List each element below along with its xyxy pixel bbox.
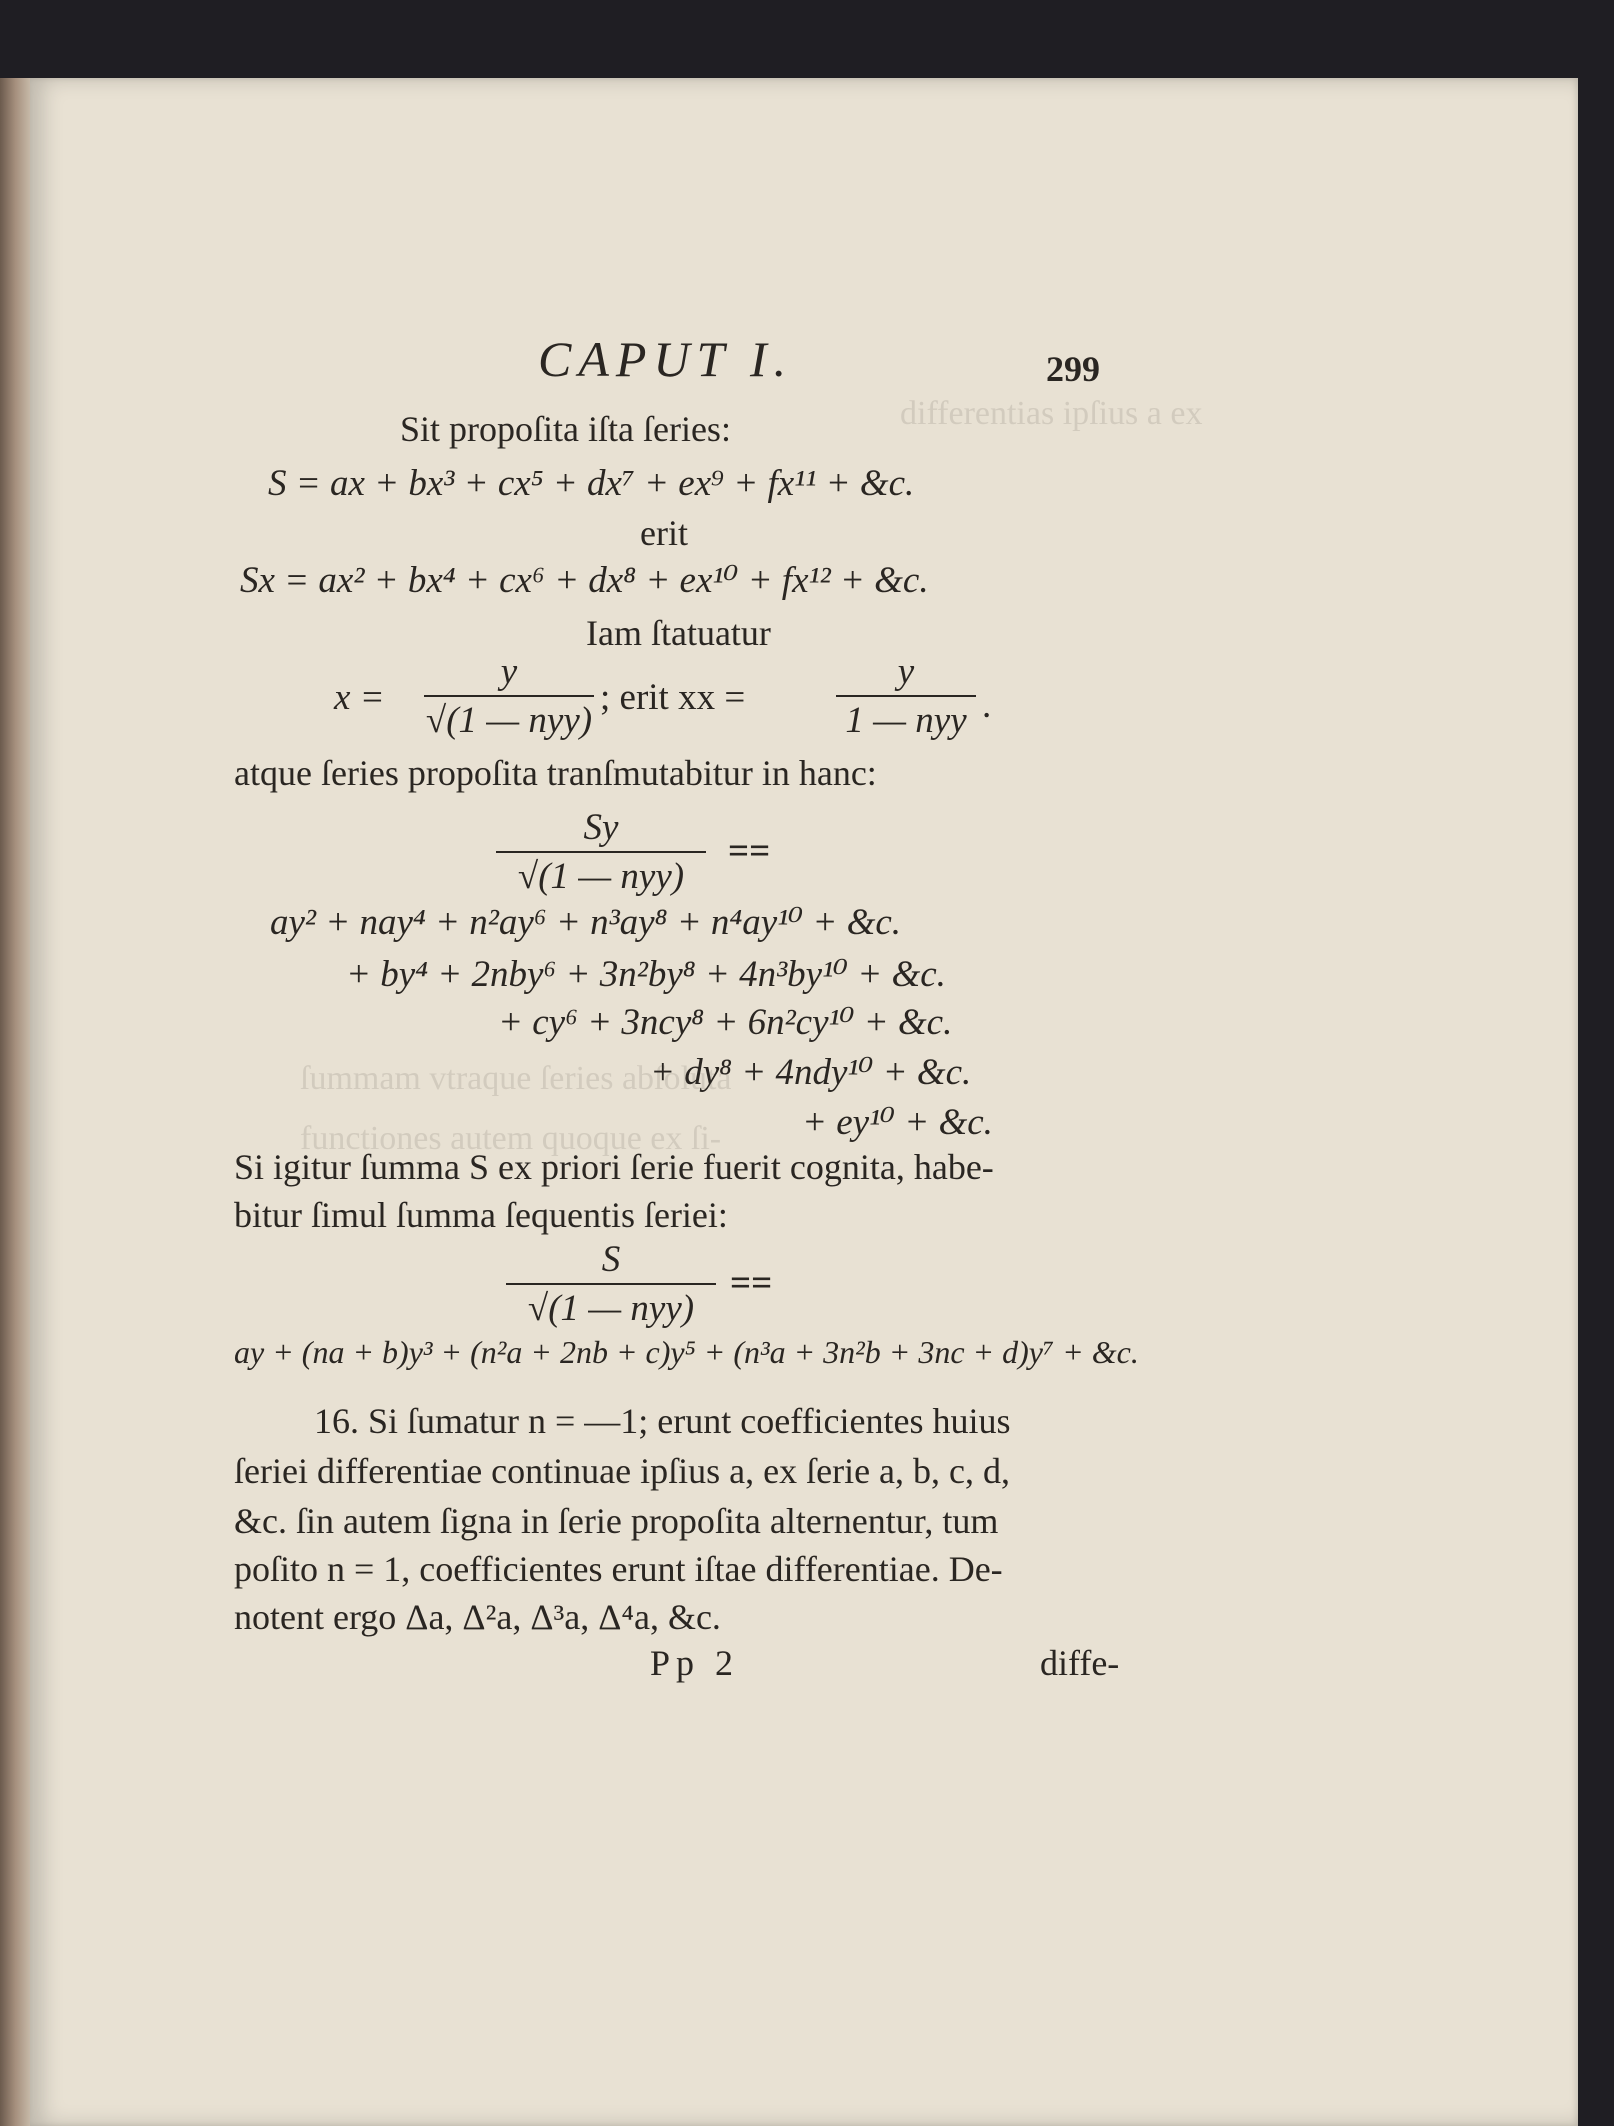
fraction-numerator: y <box>424 650 594 697</box>
text-line: Si igitur ſumma S ex priori ſerie fuerit cognita, habe- <box>234 1147 994 1187</box>
fraction-denominator: 1 — nyy <box>845 700 967 741</box>
fraction-denominator: √(1 — nyy) <box>527 1288 695 1329</box>
running-head: CAPUT I. <box>538 331 794 387</box>
series-row: + ey¹⁰ + &c. <box>802 1102 993 1143</box>
fraction-denominator: √(1 — nyy) <box>517 856 685 897</box>
fraction-xx <box>836 650 976 742</box>
text-line: &c. ſin autem ſigna in ſerie propoſita alternentur, tum <box>234 1501 999 1541</box>
fraction-x <box>424 650 594 742</box>
page-number: 299 <box>1046 349 1100 389</box>
text-line: Sit propoſita iſta ſeries: <box>400 409 731 449</box>
fraction-numerator: y <box>836 650 976 697</box>
equation-xx: ; erit xx = <box>600 677 746 718</box>
catchword: diffe- <box>1040 1643 1120 1683</box>
bleed-through: differentias ipſius a ex <box>900 395 1203 432</box>
equals-sign: == <box>728 831 771 872</box>
text-line: bitur ſimul ſumma ſequentis ſeriei: <box>234 1195 728 1235</box>
book-spine <box>0 78 34 2126</box>
equation-x: x = <box>334 677 385 718</box>
series-row: + dy⁸ + 4ndy¹⁰ + &c. <box>650 1052 972 1093</box>
series-row: ay² + nay⁴ + n²ay⁶ + n³ay⁸ + n⁴ay¹⁰ + &c. <box>270 902 902 943</box>
fraction-numerator: Sy <box>496 806 706 853</box>
fraction-Sy <box>496 806 706 898</box>
series-row-combined: ay + (na + b)y³ + (n²a + 2nb + c)y⁵ + (n³a + 3n²b + 3nc + d)y⁷ + &c. <box>234 1334 1139 1370</box>
fraction-numerator: S <box>506 1238 716 1285</box>
text-line: Iam ſtatuatur <box>586 613 771 653</box>
fraction-S <box>506 1238 716 1330</box>
equation-series-Sx: Sx = ax² + bx⁴ + cx⁶ + dx⁸ + ex¹⁰ + fx¹² + &c. <box>240 560 929 601</box>
series-row: + by⁴ + 2nby⁶ + 3n²by⁸ + 4n³by¹⁰ + &c. <box>346 954 946 995</box>
text-line: ſeriei differentiae continuae ipſius a, ex ſerie a, b, c, d, <box>234 1451 1011 1491</box>
text-line: erit <box>640 513 688 553</box>
text-line: poſito n = 1, coefficientes erunt iſtae differentiae. De- <box>234 1549 1003 1589</box>
text-line: 16. Si ſumatur n = —1; erunt coefficientes huius <box>314 1401 1011 1441</box>
text-line: atque ſeries propoſita tranſmutabitur in hanc: <box>234 753 877 793</box>
bleed-through: ſummam vtraque ſeries abſoluta <box>300 1060 732 1097</box>
text-line: notent ergo Δa, Δ²a, Δ³a, Δ⁴a, &c. <box>234 1597 721 1637</box>
bleed-through: functiones autem quoque ex ſi- <box>300 1120 722 1157</box>
period: . <box>982 685 992 726</box>
signature-mark: Pp 2 <box>650 1643 740 1683</box>
series-row: + cy⁶ + 3ncy⁸ + 6n²cy¹⁰ + &c. <box>498 1002 953 1043</box>
equals-sign: == <box>730 1263 773 1304</box>
equation-series-S: S = ax + bx³ + cx⁵ + dx⁷ + ex⁹ + fx¹¹ + &c. <box>268 463 915 504</box>
fraction-denominator: √(1 — nyy) <box>425 700 593 741</box>
